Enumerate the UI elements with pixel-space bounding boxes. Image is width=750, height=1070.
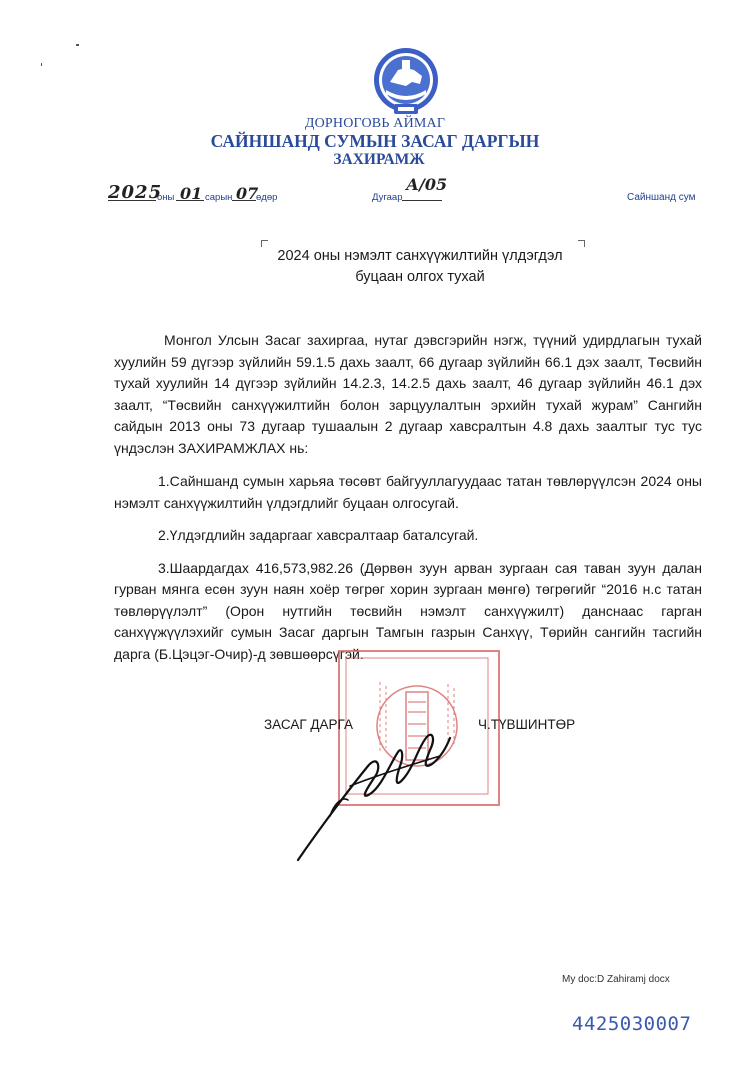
day-underline bbox=[232, 200, 256, 201]
order-item-1: 1.Сайншанд сумын харьяа төсөвт байгууллагуудаас татан төвлөрүүлсэн 2024 оны нэмэлт санхүүжилтийн үлдэгдлийг буцаан олгосугай. bbox=[114, 473, 702, 511]
title-corner-right bbox=[578, 240, 585, 247]
place-name: Сайншанд сум bbox=[627, 192, 696, 203]
document-title bbox=[240, 246, 600, 288]
document-body bbox=[114, 330, 702, 665]
date-day: 07 bbox=[236, 184, 259, 203]
title-line-2: буцаан олгох тухай bbox=[355, 269, 485, 285]
order-item-2: 2.Үлдэгдлийн задаргааг хавсралтаар баталсугай. bbox=[158, 527, 479, 543]
year-suffix: оны bbox=[157, 192, 175, 203]
handwritten-signature bbox=[290, 708, 460, 868]
organization-name: САЙНШАНД СУМЫН ЗАСАГ ДАРГЫН bbox=[210, 131, 540, 151]
title-corner-left bbox=[261, 240, 268, 247]
document-file-reference: My doc:D Zahiramj docx bbox=[562, 974, 670, 985]
signatory-title: ЗАСАГ ДАРГА bbox=[264, 717, 353, 732]
state-emblem-icon bbox=[372, 46, 440, 116]
document-number: А/05 bbox=[406, 175, 448, 194]
day-suffix: өдөр bbox=[256, 192, 278, 203]
signatory-name: Ч.ТҮВШИНТӨР bbox=[478, 717, 576, 732]
number-label: Дугаар bbox=[372, 192, 403, 203]
preamble-paragraph: Монгол Улсын Засаг захиргаа, нутаг дэвсгэрийн нэгж, түүний удирдлагын тухай хуулийн 59 дүгээр зүйлийн 59.1.5 дахь заалт, 66 дугаар зүйлийн 66.1 дэх заалт, Төсвийн тухай хуулийн 14 дүгээр зүйлийн 14.2.3, 14.2.5 дахь заалт, 46 дугаар зүйлийн 46.1 дэх заалт, “Төсвийн санхүүжилтийн болон зарцуулалтын эрхийн тухай журам” Сангийн сайдын 2013 оны 73 дугаар тушаалын 2 дугаар хавсралтын 4.8 дахь заалтыг тус тус үндэслэн ЗАХИРАМЖЛАХ нь: bbox=[114, 332, 702, 456]
title-line-1: 2024 оны нэмэлт санхүүжилтийн үлдэгдэл bbox=[277, 248, 563, 264]
month-underline bbox=[176, 200, 204, 201]
scan-speck bbox=[41, 63, 42, 66]
month-suffix: сарын bbox=[205, 192, 233, 203]
document-type: ЗАХИРАМЖ bbox=[333, 151, 425, 168]
serial-number: 4425030007 bbox=[572, 1013, 692, 1035]
aimag-name: ДОРНОГОВЬ АЙМАГ bbox=[304, 116, 446, 131]
date-year: 2025 bbox=[108, 182, 163, 203]
scan-speck bbox=[76, 44, 79, 46]
number-underline bbox=[402, 200, 442, 201]
year-underline bbox=[108, 200, 156, 201]
date-month: 01 bbox=[180, 184, 203, 203]
order-item-3: 3.Шаардагдах 416,573,982.26 (Дөрвөн зуун арван зургаан сая таван зуун далан гурван мянга есөн зуун наян хоёр төгрөг хорин зургаан мөнгө) төгрөгийг “2016 н.с татан төвлөрүүлэлт” (Орон нутгийн төсвийн нэмэлт санхүүжилт) данснаас гарган санхүүжүүлэхийг сумын Засаг даргын Тамгын газрын Санхүү, Төрийн сангийн тасгийн дарга (Б.Цэцэг-Очир)-д зөвшөөрсүгэй. bbox=[114, 559, 702, 662]
